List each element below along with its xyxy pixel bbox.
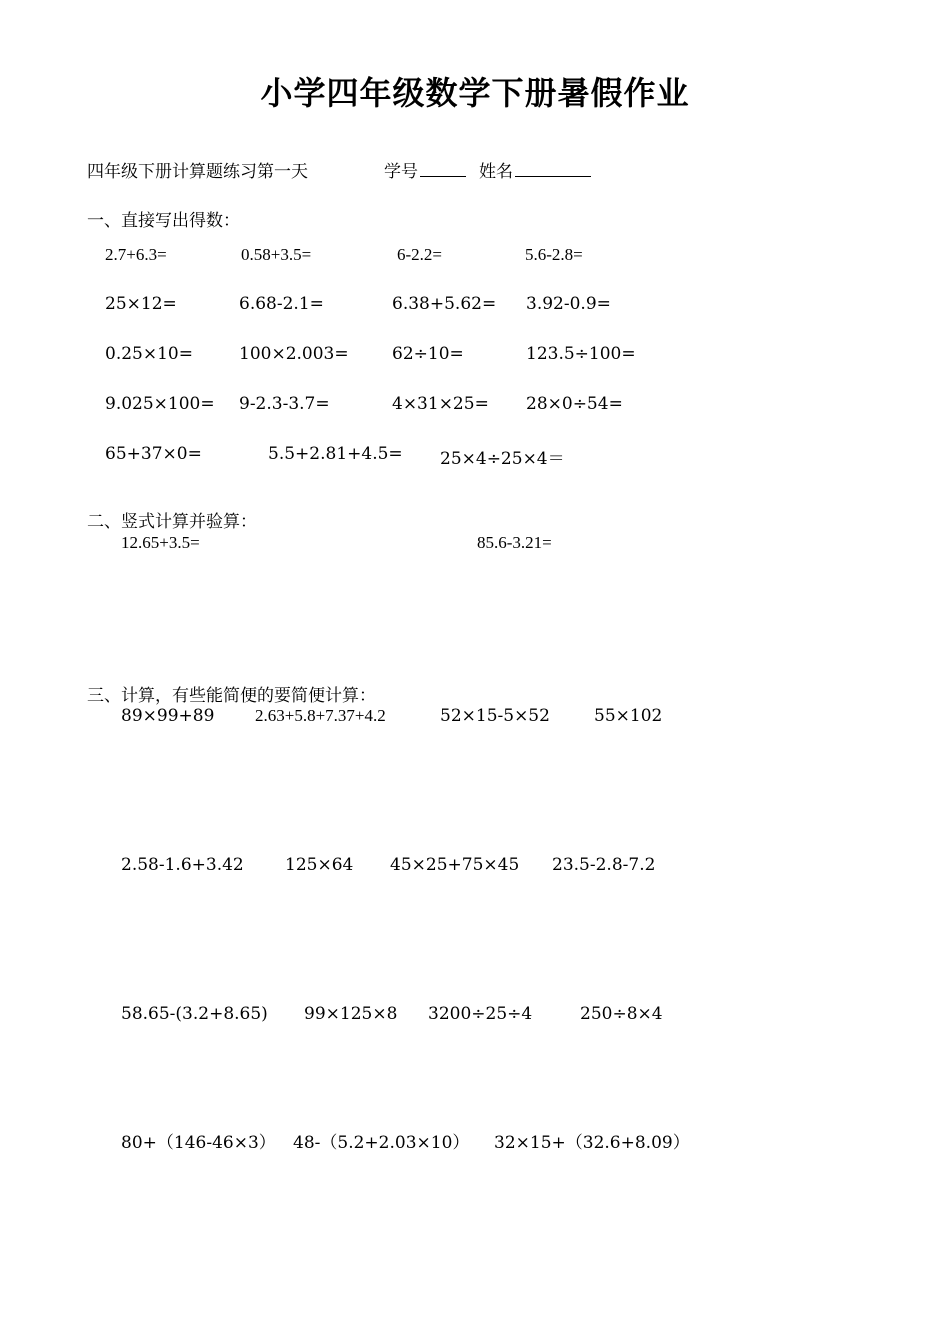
problem: 32×15+（32.6+8.09） (494, 1133, 690, 1153)
problem: 2.63+5.8+7.37+4.2 (255, 706, 386, 725)
section3-heading: 三、计算，有些能简便的要简便计算： (87, 686, 376, 706)
problem: 125×64 (285, 855, 354, 875)
problem: 45×25+75×45 (390, 855, 520, 875)
problem: 5.5+2.81+4.5= (268, 444, 403, 464)
problem: 62÷10= (392, 344, 464, 364)
section1-heading: 一、直接写出得数： (87, 211, 240, 231)
problem: 100×2.003= (239, 344, 349, 364)
problem: 52×15-5×52 (440, 706, 550, 726)
student-name-field[interactable] (479, 157, 591, 182)
problem: 25×12= (105, 294, 177, 314)
problem: 89×99+89 (121, 706, 215, 726)
problem: 28×0÷54= (526, 394, 623, 414)
problem: 23.5-2.8-7.2 (552, 855, 656, 875)
problem: 6.68-2.1= (239, 294, 324, 314)
problem: 250÷8×4 (580, 1004, 663, 1024)
problem: 55×102 (594, 706, 663, 726)
problem: 4×31×25= (392, 394, 489, 414)
problem: 9-2.3-3.7= (239, 394, 330, 414)
problem: 0.25×10= (105, 344, 193, 364)
problem: 65+37×0= (105, 444, 202, 464)
problem: 58.65-(3.2+8.65) (121, 1004, 268, 1024)
problem: 85.6-3.21= (477, 533, 552, 552)
page-title: 小学四年级数学下册暑假作业 (260, 74, 690, 112)
problem: 6.38+5.62= (392, 294, 497, 314)
problem: 3.92-0.9= (526, 294, 611, 314)
problem: 0.58+3.5= (241, 245, 312, 264)
problem: 5.6-2.8= (525, 245, 583, 264)
section2-heading: 二、竖式计算并验算： (87, 512, 257, 532)
problem: 80+（146-46×3） (121, 1133, 276, 1153)
problem: 6-2.2= (397, 245, 442, 264)
problem: 12.65+3.5= (121, 533, 200, 552)
problem: 2.58-1.6+3.42 (121, 855, 244, 875)
student-name-label: 姓名 (479, 162, 513, 182)
student-id-field[interactable] (384, 157, 466, 182)
day-label: 四年级下册计算题练习第一天 (87, 162, 308, 182)
student-id-label: 学号 (384, 162, 418, 182)
problem: 3200÷25÷4 (428, 1004, 533, 1024)
student-id-blank[interactable] (420, 160, 466, 177)
problem: 2.7+6.3= (105, 245, 167, 264)
problem: 25×4÷25×4＝ (440, 449, 565, 469)
problem: 123.5÷100= (526, 344, 636, 364)
problem: 9.025×100= (105, 394, 215, 414)
problem: 99×125×8 (304, 1004, 398, 1024)
problem: 48-（5.2+2.03×10） (293, 1133, 470, 1153)
student-name-blank[interactable] (515, 160, 591, 177)
